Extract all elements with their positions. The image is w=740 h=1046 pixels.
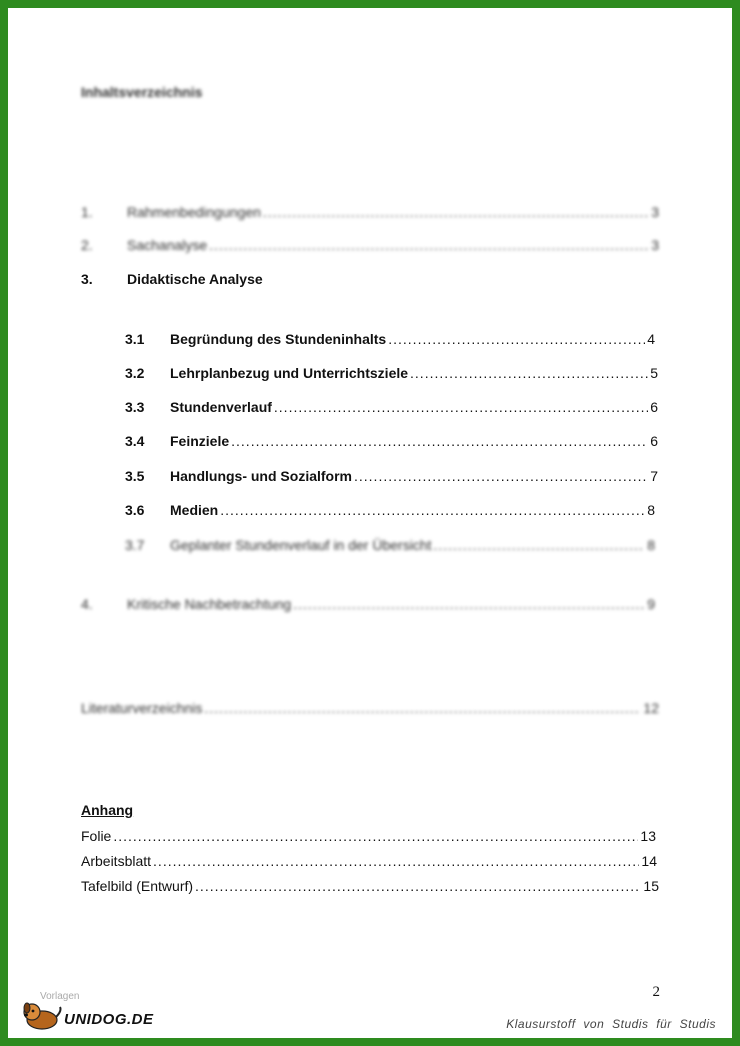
document-page xyxy=(8,8,732,1038)
toc-leader-dots xyxy=(433,537,645,553)
toc-leader-dots xyxy=(113,828,638,844)
toc-entry xyxy=(81,700,659,716)
toc-entry xyxy=(81,237,659,253)
toc-section-heading xyxy=(81,271,263,287)
appendix-entry xyxy=(81,878,659,894)
toc-entry-page: 9 xyxy=(647,596,655,612)
toc-entry-label: Geplanter Stundenverlauf in der Übersicht xyxy=(170,537,432,553)
unidog-logo[interactable] xyxy=(20,991,160,1033)
toc-title: Inhaltsverzeichnis xyxy=(81,84,203,100)
toc-entry-page: 3 xyxy=(651,204,659,220)
toc-entry-page: 12 xyxy=(643,700,659,716)
toc-entry xyxy=(125,331,655,347)
toc-entry xyxy=(125,433,658,449)
toc-entry-page: 5 xyxy=(650,365,658,381)
toc-leader-dots xyxy=(354,468,648,484)
toc-leader-dots xyxy=(220,502,645,518)
toc-leader-dots xyxy=(231,433,648,449)
appendix-entry-page: 14 xyxy=(641,853,657,869)
appendix-entry-page: 13 xyxy=(640,828,656,844)
toc-entry xyxy=(125,365,658,381)
toc-leader-dots xyxy=(204,700,641,716)
toc-entry-label: Rahmenbedingungen xyxy=(127,204,261,220)
toc-leader-dots xyxy=(153,853,639,869)
toc-entry-label: Handlungs- und Sozialform xyxy=(170,468,352,484)
toc-entry-label: Lehrplanbezug und Unterrichtsziele xyxy=(170,365,409,381)
appendix-entry-label: Tafelbild (Entwurf) xyxy=(81,878,194,894)
toc-leader-dots xyxy=(195,878,641,894)
logo-caption: Vorlagen xyxy=(40,991,80,1002)
toc-entry-page: 3 xyxy=(651,237,659,253)
toc-leader-dots xyxy=(410,365,648,381)
toc-entry-label: Medien xyxy=(170,502,219,518)
toc-entry xyxy=(81,596,655,612)
toc-entry-page: 7 xyxy=(650,468,658,484)
toc-entry-number: 2. xyxy=(81,237,93,253)
appendix-heading: Anhang xyxy=(81,802,134,818)
toc-entry-number: 3.7 xyxy=(125,537,145,553)
toc-entry-label: Stundenverlauf xyxy=(170,399,272,415)
toc-entry-label: Sachanalyse xyxy=(127,237,208,253)
toc-entry-label: Begründung des Stundeninhalts xyxy=(170,331,387,347)
toc-entry xyxy=(81,204,659,220)
toc-entry-page: 6 xyxy=(650,399,658,415)
toc-entry-label: Feinziele xyxy=(170,433,230,449)
toc-leader-dots xyxy=(209,237,649,253)
appendix-entry-label: Arbeitsblatt xyxy=(81,853,152,869)
toc-entry xyxy=(125,468,658,484)
toc-leader-dots xyxy=(263,204,649,220)
toc-entry-number: 1. xyxy=(81,204,93,220)
toc-entry-number: 3.5 xyxy=(125,468,145,484)
toc-entry-number: 4. xyxy=(81,596,93,612)
toc-entry-page: 4 xyxy=(647,331,655,347)
appendix-entry-page: 15 xyxy=(643,878,659,894)
appendix-entry xyxy=(81,853,657,869)
toc-entry-number: 3.2 xyxy=(125,365,145,381)
toc-entry xyxy=(125,502,655,518)
toc-leader-dots xyxy=(274,399,648,415)
toc-entry-number: 3.4 xyxy=(125,433,145,449)
toc-entry-label: Literaturverzeichnis xyxy=(81,700,203,716)
logo-brand: UNIDOG.DE xyxy=(64,1011,154,1028)
toc-entry-page: 8 xyxy=(647,537,655,553)
footer-note: Klausurstoff von Studis für Studis xyxy=(506,1017,716,1031)
toc-entry-label: Didaktische Analyse xyxy=(127,271,263,287)
dog-icon xyxy=(20,999,64,1031)
toc-entry xyxy=(125,399,658,415)
toc-entry-number: 3.3 xyxy=(125,399,145,415)
page-number: 2 xyxy=(652,984,660,1000)
toc-entry-page: 6 xyxy=(650,433,658,449)
toc-entry-label: Kritische Nachbetrachtung xyxy=(127,596,292,612)
appendix-entry-label: Folie xyxy=(81,828,112,844)
toc-entry-number: 3.1 xyxy=(125,331,145,347)
toc-entry-page: 8 xyxy=(647,502,655,518)
appendix-entry xyxy=(81,828,656,844)
toc-leader-dots xyxy=(388,331,645,347)
toc-entry-number: 3.6 xyxy=(125,502,145,518)
toc-leader-dots xyxy=(293,596,645,612)
toc-entry-number: 3. xyxy=(81,271,93,287)
toc-entry xyxy=(125,537,655,553)
